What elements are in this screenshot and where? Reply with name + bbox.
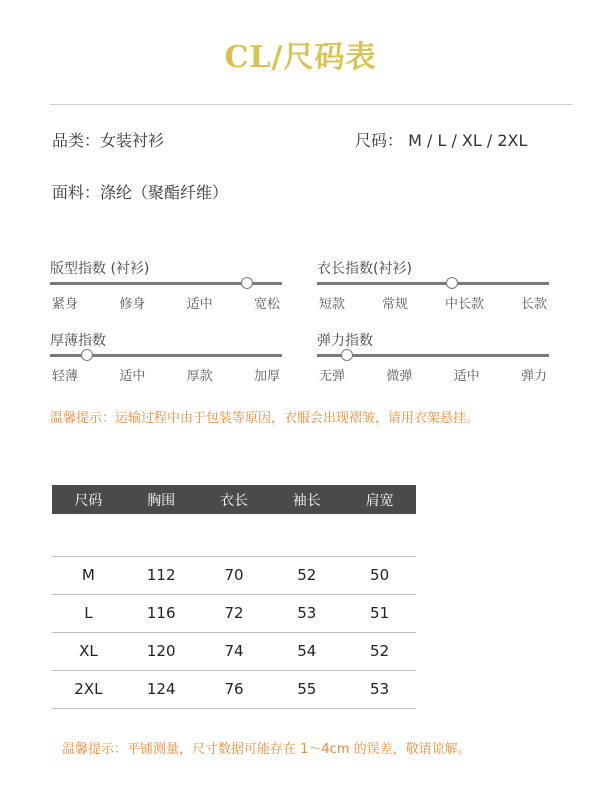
table-cell: 53	[370, 680, 390, 698]
table-header-cell: 尺码	[74, 492, 103, 509]
gauge-knob	[81, 349, 93, 361]
gauge-option: 适中	[119, 369, 146, 384]
gauge-option: 轻薄	[52, 369, 79, 384]
table-cell: 52	[370, 642, 390, 660]
gauge-option: 常规	[381, 297, 408, 312]
table-cell: 116	[146, 604, 176, 622]
gauge-label: 衣长指数(衬衫)	[317, 261, 412, 277]
gauge-track	[50, 282, 282, 285]
gauge-option: 中长款	[444, 297, 484, 312]
measurement-tip: 温馨提示：平铺测量，尺寸数据可能存在 1～4cm 的误差，敬请谅解。	[62, 742, 471, 757]
gauge-knob	[446, 277, 458, 289]
fabric-text: 面料：涤纶（聚酯纤维）	[52, 183, 229, 202]
category-text: 品类：女装衬衫	[52, 131, 165, 150]
length-index-gauge	[317, 258, 549, 312]
table-row	[52, 556, 416, 594]
gauge-option: 适中	[453, 369, 480, 384]
table-cell: 76	[224, 680, 244, 698]
gauge-option: 微弹	[386, 369, 413, 384]
title-divider	[50, 104, 573, 105]
table-cell: 53	[297, 604, 317, 622]
gauge-option: 弹力	[520, 369, 547, 384]
page-title: CL/尺码表	[224, 40, 377, 75]
gauge-knob	[241, 277, 253, 289]
packaging-tip: 温馨提示：运输过程中由于包装等原因，衣服会出现褶皱，请用衣架悬挂。	[50, 411, 480, 426]
table-header-cell: 胸围	[147, 492, 176, 509]
gauge-option: 宽松	[253, 297, 280, 312]
table-cell: 124	[146, 680, 176, 698]
gauge-track	[317, 282, 549, 285]
gauge-option: 加厚	[253, 369, 280, 384]
gauge-option: 修身	[119, 297, 146, 312]
table-cell: 54	[297, 642, 317, 660]
thickness-index-gauge	[50, 330, 282, 384]
table-cell: 2XL	[74, 680, 103, 698]
table-cell: 51	[370, 604, 390, 622]
size-table-header	[52, 485, 416, 514]
gauge-knob	[341, 349, 353, 361]
gauge-option: 适中	[186, 297, 213, 312]
table-cell: XL	[79, 642, 98, 660]
fit-index-gauge	[50, 258, 282, 312]
table-cell: M	[81, 566, 95, 584]
table-row	[52, 670, 416, 708]
gauge-track	[317, 354, 549, 357]
gauge-option: 无弹	[319, 369, 346, 384]
table-header-cell: 肩宽	[365, 492, 394, 509]
gauge-track	[50, 354, 282, 357]
table-cell: 74	[224, 642, 244, 660]
table-cell: 52	[297, 566, 317, 584]
table-header-cell: 衣长	[219, 492, 248, 509]
gauge-option: 厚款	[186, 369, 213, 384]
table-cell: 55	[297, 680, 317, 698]
gauge-label: 厚薄指数	[50, 333, 106, 349]
gauge-label: 版型指数 (衬衫)	[50, 261, 150, 277]
table-cell: 112	[146, 566, 176, 584]
elasticity-index-gauge	[317, 330, 549, 384]
table-cell: 120	[146, 642, 176, 660]
table-cell: 72	[224, 604, 244, 622]
table-divider	[52, 708, 416, 709]
gauge-option: 长款	[520, 297, 547, 312]
gauge-option: 短款	[319, 297, 346, 312]
table-row	[52, 594, 416, 632]
table-cell: L	[84, 604, 93, 622]
gauge-label: 弹力指数	[317, 333, 373, 349]
size-text: 尺码： M / L / XL / 2XL	[355, 131, 528, 150]
gauge-option: 紧身	[52, 297, 79, 312]
table-header-cell: 袖长	[292, 492, 321, 509]
table-cell: 50	[370, 566, 390, 584]
table-cell: 70	[224, 566, 244, 584]
table-row	[52, 632, 416, 670]
